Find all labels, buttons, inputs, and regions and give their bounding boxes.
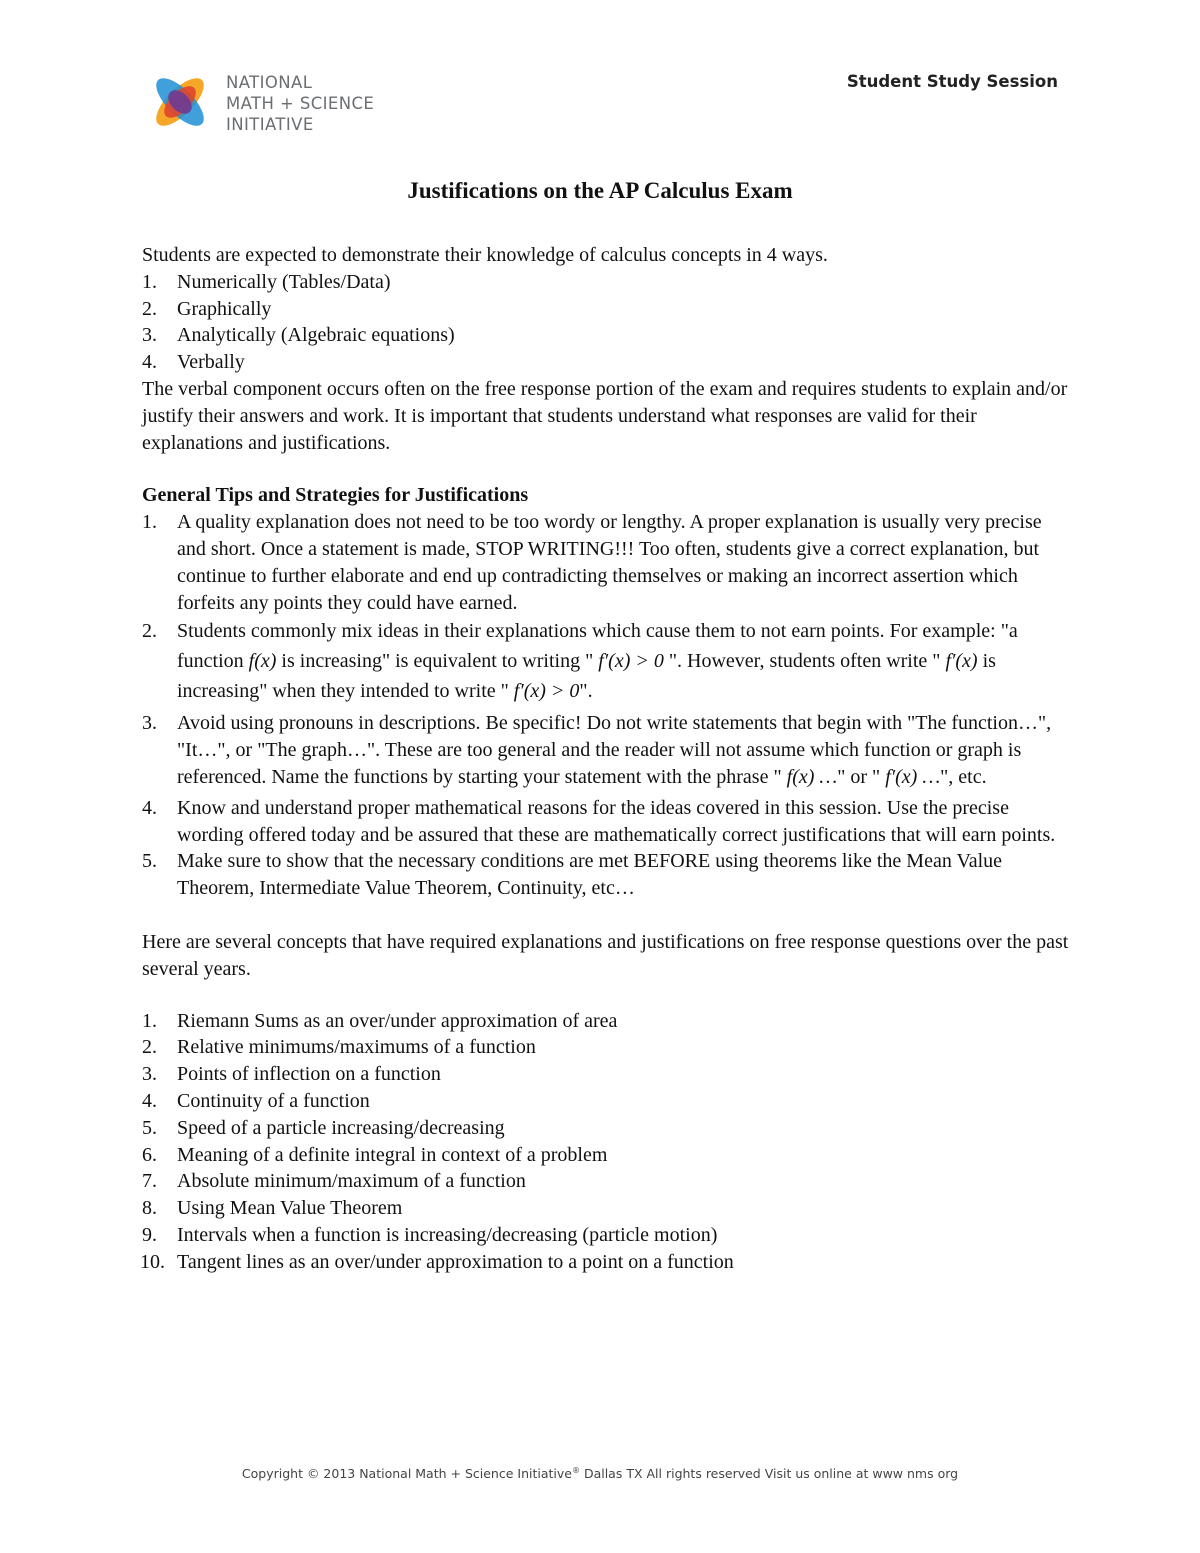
footer-rights-text: Dallas TX All rights reserved Visit us online at www nms org (579, 1466, 959, 1482)
list-number: 3. (142, 712, 157, 735)
list-item (142, 710, 1072, 790)
nmsi-logo-mark-icon (146, 68, 214, 136)
list-text: Absolute minimum/maximum of a function (177, 1170, 526, 1193)
list-item (142, 1249, 1072, 1276)
concepts-list (142, 1008, 1072, 1276)
list-text: Graphically (177, 297, 272, 320)
ways-list (142, 269, 1072, 376)
session-label: Student Study Session (846, 72, 1058, 91)
logo-line-1: NATIONAL (226, 73, 313, 92)
list-item (142, 1034, 1072, 1061)
list-text: ". (579, 680, 593, 703)
list-text: Know and understand proper mathematical reasons for the ideas covered in this session. Use the precise wording offered today and be assured that these are mathematically correct justifications that will earn points. (177, 796, 1056, 846)
list-number: 2. (142, 1036, 157, 1059)
list-number: 3. (142, 1063, 157, 1086)
list-item (142, 1195, 1072, 1222)
list-text: Avoid using pronouns in descriptions. Be specific! Do not write statements that begin with "The function…", "It…", or "The graph…". These are too general and the reader will not assume which function or graph is referenced. Name the functions by starting your statement with the phrase " (177, 712, 1052, 788)
logo-line-2: MATH + SCIENCE (226, 94, 375, 113)
tips-heading: General Tips and Strategies for Justifications (142, 484, 529, 507)
math-expression: f′(x) … (885, 765, 941, 788)
list-text: Points of inflection on a function (177, 1063, 441, 1086)
list-text: Relative minimums/maximums of a function (177, 1036, 536, 1059)
concepts-intro: Here are several concepts that have required explanations and justifications on free response questions over the past several years. (142, 930, 1069, 980)
list-number: 2. (142, 620, 157, 643)
list-item (142, 1115, 1072, 1142)
list-number: 9. (142, 1223, 157, 1246)
list-number: 5. (142, 850, 157, 873)
list-item (142, 616, 1072, 706)
list-item (142, 269, 1072, 296)
math-expression: f′(x) > 0 (513, 680, 580, 703)
list-number: 1. (142, 270, 157, 293)
list-number: 8. (142, 1197, 157, 1220)
list-text: Analytically (Algebraic equations) (177, 324, 455, 347)
list-number: 1. (142, 511, 157, 534)
math-expression: f′(x) > 0 (598, 650, 664, 673)
list-text: Riemann Sums as an over/under approximation of area (177, 1009, 618, 1032)
list-item (142, 795, 1072, 849)
list-number: 5. (142, 1116, 157, 1139)
list-item (142, 1142, 1072, 1169)
list-number: 7. (142, 1170, 157, 1193)
list-item (142, 1222, 1072, 1249)
list-item (142, 1008, 1072, 1035)
list-text: Speed of a particle increasing/decreasing (177, 1116, 505, 1139)
tips-list (142, 509, 1072, 902)
list-item (142, 1061, 1072, 1088)
list-number: 4. (142, 351, 157, 374)
math-expression: f(x) (248, 650, 277, 673)
list-item (142, 509, 1072, 616)
list-text: Verbally (177, 351, 245, 374)
verbal-paragraph: The verbal component occurs often on the free response portion of the exam and requires students to explain and/or justify their answers and work. It is important that students understand what responses are valid for their explanations and justifications. (142, 377, 1068, 454)
list-text: Intervals when a function is increasing/decreasing (particle motion) (177, 1223, 718, 1246)
list-text: ". However, students often write " (663, 650, 946, 673)
document-body (142, 242, 1072, 1276)
page-title: Justifications on the AP Calculus Exam (407, 178, 793, 203)
list-text: Using Mean Value Theorem (177, 1197, 403, 1220)
list-item (142, 349, 1072, 376)
list-item (142, 322, 1072, 349)
list-number: 4. (142, 1089, 157, 1112)
copyright-footer (0, 1466, 1200, 1481)
list-item (142, 1168, 1072, 1195)
footer-registered-mark: ® (571, 1466, 580, 1475)
logo-wordmark (226, 72, 374, 135)
list-number: 4. (142, 796, 157, 819)
list-item (142, 848, 1072, 902)
list-text: Continuity of a function (177, 1089, 370, 1112)
list-text: Make sure to show that the necessary conditions are met BEFORE using theorems like the Mean Value Theorem, Intermediate Value Theorem, Continuity, etc… (177, 850, 1002, 900)
list-number: 10. (140, 1250, 165, 1273)
list-text: " or " (837, 765, 886, 788)
list-number: 6. (142, 1143, 157, 1166)
list-number: 2. (142, 297, 157, 320)
list-text: ", etc. (940, 765, 987, 788)
math-expression: f(x) … (786, 765, 838, 788)
footer-copyright: Copyright © 2013 National Math + Science Initiative (241, 1466, 572, 1482)
list-number: 1. (142, 1009, 157, 1032)
list-text: A quality explanation does not need to be too wordy or lengthy. A proper explanation is usually very precise and short. Once a statement is made, STOP WRITING!!! Too often, students give a correct explanation, but continue to further elaborate and end up contradicting themselves or making an incorrect assertion which forfeits any points they could have earned. (177, 511, 1042, 614)
math-expression: f′(x) (945, 650, 978, 673)
list-item (142, 296, 1072, 323)
list-text: Tangent lines as an over/under approximation to a point on a function (177, 1250, 734, 1273)
list-item (142, 1088, 1072, 1115)
intro-text: Students are expected to demonstrate their knowledge of calculus concepts in 4 ways. (142, 244, 828, 266)
list-text: is increasing" is equivalent to writing " (276, 650, 599, 673)
list-text: Numerically (Tables/Data) (177, 270, 391, 293)
list-text: Students commonly mix ideas in their explanations which cause them to not earn points. For example: "a function (177, 620, 1018, 673)
list-number: 3. (142, 324, 157, 347)
list-text: Meaning of a definite integral in context of a problem (177, 1143, 608, 1166)
nmsi-logo (146, 68, 396, 138)
list-text: is increasing" when they intended to write " (177, 650, 996, 703)
logo-line-3: INITIATIVE (226, 115, 314, 134)
